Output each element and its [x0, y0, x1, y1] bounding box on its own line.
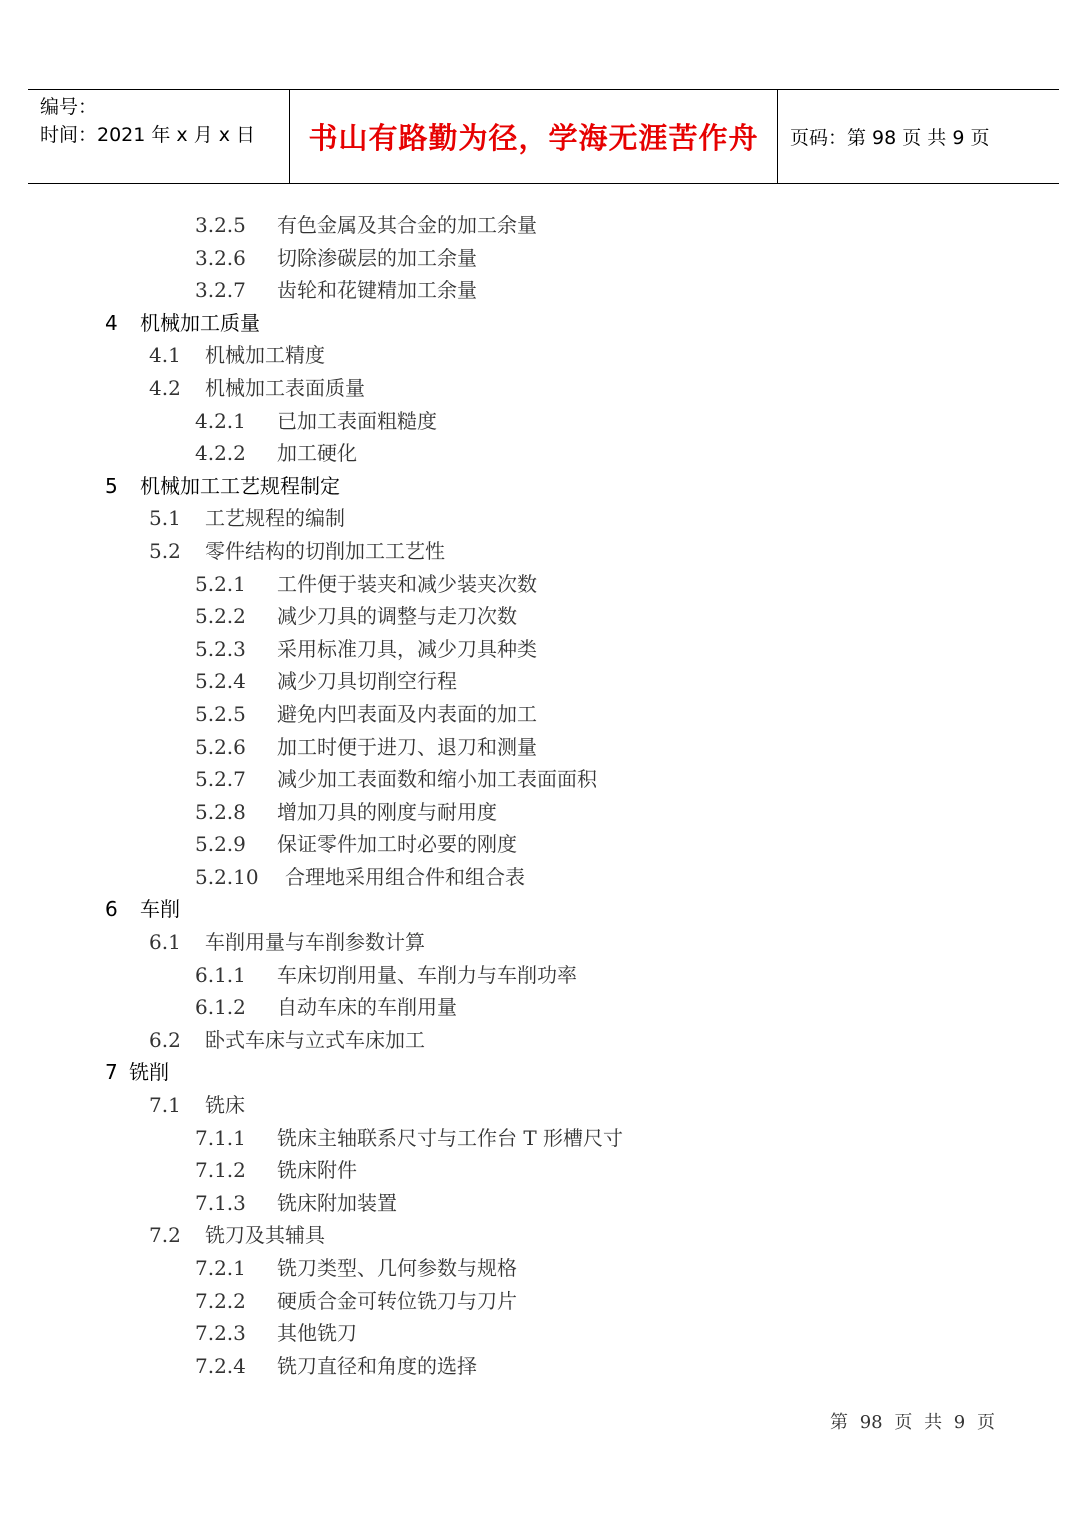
toc-entry-level-3 [0, 796, 1087, 829]
toc-entry-title: 铣刀及其辅具 [205, 1223, 325, 1248]
toc-entry-title: 工件便于装夹和减少装夹次数 [277, 571, 537, 596]
toc-entry-title: 机械加工工艺规程制定 [140, 473, 340, 498]
toc-entry-level-3 [0, 1285, 1087, 1318]
toc-entry-level-3 [0, 568, 1087, 601]
toc-entry-number: 5.2.6 [195, 734, 246, 759]
toc-entry-level-3 [0, 633, 1087, 666]
toc-entry-number: 5.2.7 [195, 767, 246, 792]
toc-entry-title: 铣刀类型、几何参数与规格 [277, 1256, 517, 1280]
toc-entry-number: 6.1.2 [195, 995, 246, 1020]
toc-entry-level-2 [0, 926, 1087, 959]
toc-entry-level-3 [0, 763, 1087, 796]
toc-entry-title: 减少加工表面数和缩小加工表面面积 [277, 767, 597, 792]
toc-entry-level-2 [0, 1089, 1087, 1122]
toc-entry-level-3 [0, 731, 1087, 764]
toc-entry-level-2 [0, 502, 1087, 535]
toc-entry-level-3 [0, 698, 1087, 731]
toc-entry-number: 7.1.2 [195, 1158, 246, 1183]
page-footer: 第 98 页 共 9 页 [830, 1412, 995, 1433]
toc-entry-number: 7.2.1 [195, 1256, 246, 1280]
toc-entry-number: 7.2.3 [195, 1321, 246, 1346]
toc-entry-level-3 [0, 665, 1087, 698]
toc-entry-title: 加工时便于进刀、退刀和测量 [277, 734, 537, 759]
toc-entry-title: 工艺规程的编制 [205, 506, 345, 531]
toc-entry-number: 7 [105, 1060, 118, 1085]
toc-entry-number: 5.2.4 [195, 669, 246, 694]
toc-entry-number: 6 [105, 897, 118, 922]
toc-entry-number: 5.2.3 [195, 636, 246, 661]
toc-entry-title: 车削 [140, 897, 180, 922]
toc-entry-number: 6.1.1 [195, 962, 246, 987]
header-motto: 书山有路勤为径，学海无涯苦作舟 [290, 90, 778, 183]
toc-entry-level-3 [0, 1154, 1087, 1187]
toc-entry-number: 4.2.1 [195, 408, 246, 433]
toc-entry-number: 3.2.5 [195, 213, 246, 237]
toc-entry-title: 有色金属及其合金的加工余量 [277, 213, 537, 237]
table-of-contents [0, 209, 1087, 1382]
toc-entry-number: 7.1 [149, 1093, 181, 1118]
toc-entry-title: 采用标准刀具，减少刀具种类 [277, 636, 537, 661]
toc-entry-level-3 [0, 242, 1087, 275]
toc-entry-title: 加工硬化 [277, 441, 357, 466]
toc-entry-number: 5.2.2 [195, 604, 246, 629]
toc-entry-number: 7.1.3 [195, 1190, 246, 1215]
toc-entry-title: 合理地采用组合件和组合表 [285, 864, 525, 889]
toc-entry-number: 7.2.2 [195, 1288, 246, 1313]
toc-entry-number: 5 [105, 473, 118, 498]
toc-entry-title: 保证零件加工时必要的刚度 [277, 832, 517, 857]
toc-entry-level-2 [0, 339, 1087, 372]
toc-entry-level-3 [0, 1187, 1087, 1220]
toc-entry-number: 6.2 [149, 1027, 181, 1052]
toc-entry-level-3 [0, 274, 1087, 307]
toc-entry-title: 减少刀具切削空行程 [277, 669, 457, 694]
toc-entry-number: 5.2.5 [195, 701, 246, 726]
toc-entry-title: 齿轮和花键精加工余量 [277, 278, 477, 303]
toc-entry-title: 铣床 [205, 1093, 245, 1118]
toc-entry-level-2 [0, 372, 1087, 405]
toc-entry-level-2 [0, 1219, 1087, 1252]
toc-entry-title: 减少刀具的调整与走刀次数 [277, 604, 517, 629]
toc-entry-level-3 [0, 437, 1087, 470]
toc-entry-title: 机械加工表面质量 [205, 375, 365, 400]
page-header [28, 89, 1059, 184]
toc-entry-level-3 [0, 209, 1087, 242]
toc-entry-number: 4.1 [149, 343, 181, 368]
toc-entry-title: 硬质合金可转位铣刀与刀片 [277, 1288, 517, 1313]
toc-entry-number: 5.2 [149, 538, 181, 563]
toc-entry-number: 7.2 [149, 1223, 181, 1248]
toc-entry-number: 5.2.1 [195, 571, 246, 596]
toc-entry-title: 其他铣刀 [277, 1321, 357, 1346]
toc-entry-title: 铣刀直径和角度的选择 [277, 1353, 477, 1378]
toc-entry-title: 车削用量与车削参数计算 [205, 930, 425, 955]
toc-entry-title: 铣床附加装置 [277, 1190, 397, 1215]
toc-entry-level-3 [0, 1317, 1087, 1350]
toc-entry-number: 5.2.10 [195, 864, 259, 889]
toc-entry-title: 机械加工精度 [205, 343, 325, 368]
toc-entry-number: 5.1 [149, 506, 181, 531]
toc-entry-title: 已加工表面粗糙度 [277, 408, 437, 433]
toc-entry-number: 6.1 [149, 930, 181, 955]
toc-entry-level-2 [0, 1024, 1087, 1057]
toc-entry-title: 机械加工质量 [140, 310, 260, 335]
toc-entry-level-3 [0, 991, 1087, 1024]
toc-entry-level-3 [0, 1122, 1087, 1155]
toc-entry-number: 3.2.7 [195, 278, 246, 303]
toc-entry-title: 零件结构的切削加工工艺性 [205, 538, 445, 563]
toc-entry-number: 4.2.2 [195, 441, 246, 466]
toc-entry-level-3 [0, 405, 1087, 438]
toc-entry-level-3 [0, 1252, 1087, 1285]
toc-entry-title: 避免内凹表面及内表面的加工 [277, 701, 537, 726]
toc-entry-title: 增加刀具的刚度与耐用度 [277, 799, 497, 824]
toc-entry-level-3 [0, 861, 1087, 894]
toc-entry-level-1 [0, 470, 1087, 503]
toc-entry-level-3 [0, 1350, 1087, 1383]
toc-entry-title: 铣床附件 [277, 1158, 357, 1183]
header-meta [28, 90, 290, 183]
toc-entry-number: 7.1.1 [195, 1125, 246, 1150]
toc-entry-title: 车床切削用量、车削力与车削功率 [277, 962, 577, 987]
time-label: 时间：2021 年 x 月 x 日 [40, 124, 256, 146]
toc-entry-level-2 [0, 535, 1087, 568]
toc-entry-title: 切除渗碳层的加工余量 [277, 245, 477, 270]
toc-entry-level-3 [0, 600, 1087, 633]
toc-entry-level-3 [0, 828, 1087, 861]
toc-entry-title: 铣床主轴联系尺寸与工作台 T 形槽尺寸 [277, 1125, 624, 1150]
toc-entry-title: 卧式车床与立式车床加工 [205, 1027, 425, 1052]
toc-entry-number: 7.2.4 [195, 1353, 246, 1378]
toc-entry-number: 5.2.8 [195, 799, 246, 824]
toc-entry-number: 3.2.6 [195, 245, 246, 270]
toc-entry-number: 4.2 [149, 375, 181, 400]
toc-entry-level-1 [0, 893, 1087, 926]
toc-entry-title: 铣削 [129, 1060, 169, 1085]
toc-entry-level-3 [0, 959, 1087, 992]
toc-entry-number: 4 [105, 310, 118, 335]
header-page-number: 页码：第 98 页 共 9 页 [790, 127, 990, 149]
toc-entry-level-1 [0, 1056, 1087, 1089]
toc-entry-title: 自动车床的车削用量 [277, 995, 457, 1020]
toc-entry-number: 5.2.9 [195, 832, 246, 857]
toc-entry-level-1 [0, 307, 1087, 340]
serial-number-label: 编号： [40, 96, 98, 118]
